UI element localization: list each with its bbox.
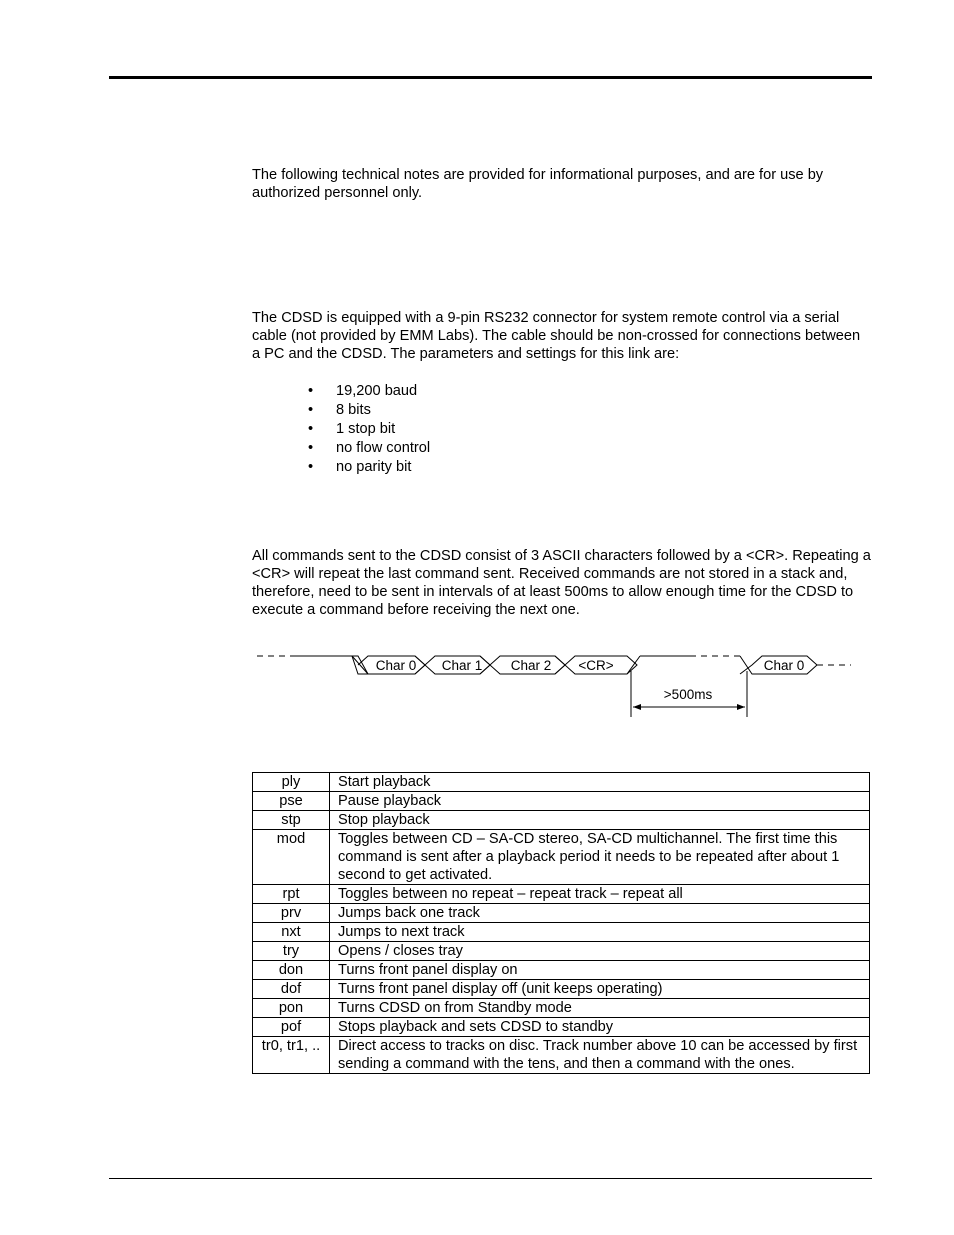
table-row [253, 999, 870, 1018]
command-code: stp [253, 811, 330, 830]
command-description: Turns front panel display off (unit keeps operating) [330, 980, 870, 999]
interval-label: >500ms [663, 687, 713, 702]
end-transition [627, 656, 640, 674]
command-description: Stop playback [330, 811, 870, 830]
command-table [252, 772, 870, 1074]
table-row [253, 923, 870, 942]
command-description: Turns front panel display on [330, 961, 870, 980]
bullet-icon: • [308, 459, 314, 475]
char-1-label: Char 1 [441, 658, 483, 673]
command-code: try [253, 942, 330, 961]
intro-paragraph: The following technical notes are provided for informational purposes, and are for use by authorized personnel only. [252, 167, 824, 201]
cr-label: <CR> [578, 658, 614, 673]
command-description: Stops playback and sets CDSD to standby [330, 1018, 870, 1037]
command-description: Turns CDSD on from Standby mode [330, 999, 870, 1018]
rs232-settings-list [252, 382, 430, 477]
command-description: Toggles between CD – SA-CD stereo, SA-CD multichannel. The first time this command is sent after a playback period it needs to be repeated after about 1 second to get activated. [330, 830, 870, 885]
command-code: pse [253, 792, 330, 811]
table-row [253, 811, 870, 830]
command-description: Start playback [330, 773, 870, 792]
arrow-left-icon [633, 704, 641, 710]
header-rule [109, 76, 872, 79]
command-description: Toggles between no repeat – repeat track – repeat all [330, 885, 870, 904]
list-item: • 1 stop bit [308, 421, 396, 437]
arrow-right-icon [737, 704, 745, 710]
table-row [253, 1018, 870, 1037]
rs232-paragraph: The CDSD is equipped with a 9-pin RS232 connector for system remote control via a serial cable (not provided by EMM Labs). The cable should be non-crossed for connections between a PC and the CDSD. The parameters and settings for this link are: [252, 310, 861, 362]
table-row [253, 904, 870, 923]
serial-timing-diagram [255, 645, 855, 723]
table-row [253, 792, 870, 811]
list-item: • no parity bit [308, 459, 412, 475]
command-code: ply [253, 773, 330, 792]
command-code: nxt [253, 923, 330, 942]
table-row [253, 1037, 870, 1074]
bullet-icon: • [308, 383, 314, 399]
command-code: rpt [253, 885, 330, 904]
list-item: • no flow control [308, 440, 431, 456]
command-code: prv [253, 904, 330, 923]
commands-intro-paragraph: All commands sent to the CDSD consist of 3 ASCII characters followed by a <CR>. Repeating a <CR> will repeat the last command sent. Received commands are not stored in a stack and, therefore, need to be sent in intervals of at least 500ms to allow enough time for the CDSD to execute a command before receiving the next one. [252, 548, 871, 618]
command-code: don [253, 961, 330, 980]
bullet-icon: • [308, 402, 314, 418]
command-code: pof [253, 1018, 330, 1037]
command-code: pon [253, 999, 330, 1018]
command-code: dof [253, 980, 330, 999]
char-0-label: Char 0 [375, 658, 417, 673]
table-row [253, 980, 870, 999]
list-item: • 8 bits [308, 402, 371, 418]
table-row [253, 830, 870, 885]
char-2-label: Char 2 [510, 658, 552, 673]
command-code: tr0, tr1, .. [253, 1037, 330, 1074]
command-description: Opens / closes tray [330, 942, 870, 961]
next-char-label: Char 0 [763, 658, 805, 673]
list-item: • 19,200 baud [308, 383, 418, 399]
bullet-icon: • [308, 421, 314, 437]
table-row [253, 942, 870, 961]
table-row [253, 885, 870, 904]
command-code: mod [253, 830, 330, 885]
command-description: Jumps back one track [330, 904, 870, 923]
footer-rule [109, 1178, 872, 1179]
bullet-icon: • [308, 440, 314, 456]
command-description: Jumps to next track [330, 923, 870, 942]
command-description: Pause playback [330, 792, 870, 811]
table-row [253, 961, 870, 980]
command-description: Direct access to tracks on disc. Track number above 10 can be accessed by first sending a command with the tens, and then a command with the ones. [330, 1037, 870, 1074]
table-row [253, 773, 870, 792]
